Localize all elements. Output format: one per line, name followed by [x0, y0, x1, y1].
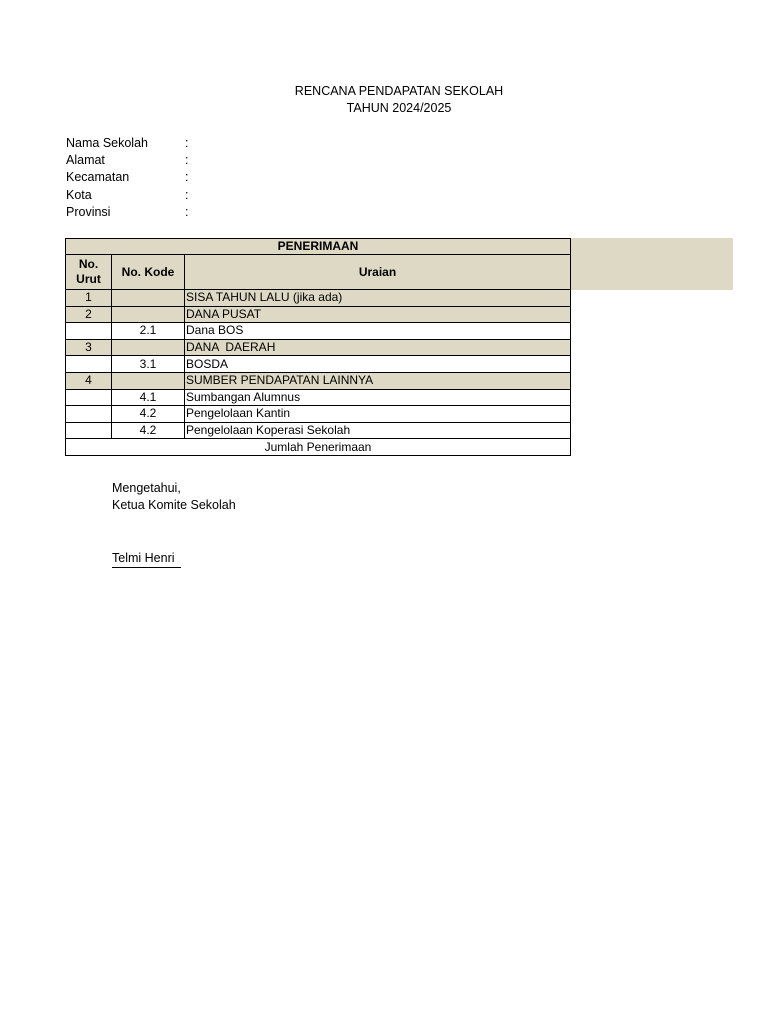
cell-no-urut	[66, 356, 112, 373]
table-row	[66, 422, 571, 439]
info-label: Kecamatan	[66, 170, 130, 185]
cell-no-urut: 1	[66, 290, 112, 307]
cell-no-urut	[66, 406, 112, 423]
cell-no-urut	[66, 323, 112, 340]
cell-uraian: Pengelolaan Kantin	[185, 406, 571, 423]
section-header: PENERIMAAN	[66, 239, 571, 255]
cell-no-kode: 2.1	[112, 323, 185, 340]
signature-role: Ketua Komite Sekolah	[112, 498, 236, 512]
info-label: Nama Sekolah	[66, 136, 148, 150]
cell-uraian: Pengelolaan Koperasi Sekolah	[185, 422, 571, 439]
header-shade-overflow	[570, 238, 733, 290]
cell-no-kode	[112, 306, 185, 323]
total-row	[66, 439, 571, 456]
cell-no-kode	[112, 290, 185, 307]
cell-no-kode: 4.2	[112, 406, 185, 423]
cell-uraian: Sumbangan Alumnus	[185, 389, 571, 406]
total-label: Jumlah Penerimaan	[66, 439, 571, 456]
cell-uraian: SISA TAHUN LALU (jika ada)	[185, 290, 571, 307]
table-row	[66, 290, 571, 307]
info-colon: :	[185, 136, 189, 150]
info-colon: :	[185, 187, 189, 202]
cell-uraian: DANA DAERAH	[185, 339, 571, 356]
cell-no-urut	[66, 389, 112, 406]
cell-no-kode	[112, 372, 185, 389]
info-colon: :	[185, 170, 189, 185]
column-header-uraian: Uraian	[185, 255, 571, 290]
cell-uraian: Dana BOS	[185, 323, 571, 340]
table-row	[66, 306, 571, 323]
info-label: Alamat	[66, 153, 105, 168]
table-row	[66, 372, 571, 389]
cell-no-kode: 4.1	[112, 389, 185, 406]
cell-no-kode: 3.1	[112, 356, 185, 373]
info-colon: :	[185, 204, 189, 219]
signature-acknowledged: Mengetahui,	[112, 481, 181, 495]
cell-no-urut	[66, 422, 112, 439]
column-header-no-urut	[66, 255, 112, 290]
column-header-no-kode: No. Kode	[112, 255, 185, 290]
cell-no-urut: 2	[66, 306, 112, 323]
cell-no-kode: 4.2	[112, 422, 185, 439]
cell-uraian: DANA PUSAT	[185, 306, 571, 323]
signature-name: Telmi Henri	[112, 550, 181, 568]
info-colon: :	[185, 153, 189, 168]
cell-uraian: BOSDA	[185, 356, 571, 373]
cell-no-urut: 3	[66, 339, 112, 356]
cell-no-kode	[112, 339, 185, 356]
table-row	[66, 406, 571, 423]
revenue-table	[65, 238, 571, 456]
table-row	[66, 323, 571, 340]
table-row	[66, 339, 571, 356]
document-title: RENCANA PENDAPATAN SEKOLAH	[294, 84, 504, 98]
info-label: Kota	[66, 187, 92, 202]
cell-no-urut: 4	[66, 372, 112, 389]
table-row	[66, 356, 571, 373]
cell-uraian: SUMBER PENDAPATAN LAINNYA	[185, 372, 571, 389]
info-label: Provinsi	[66, 204, 111, 219]
column-header-label: No. Urut	[76, 257, 101, 286]
table-row	[66, 389, 571, 406]
document-year: TAHUN 2024/2025	[346, 101, 452, 115]
